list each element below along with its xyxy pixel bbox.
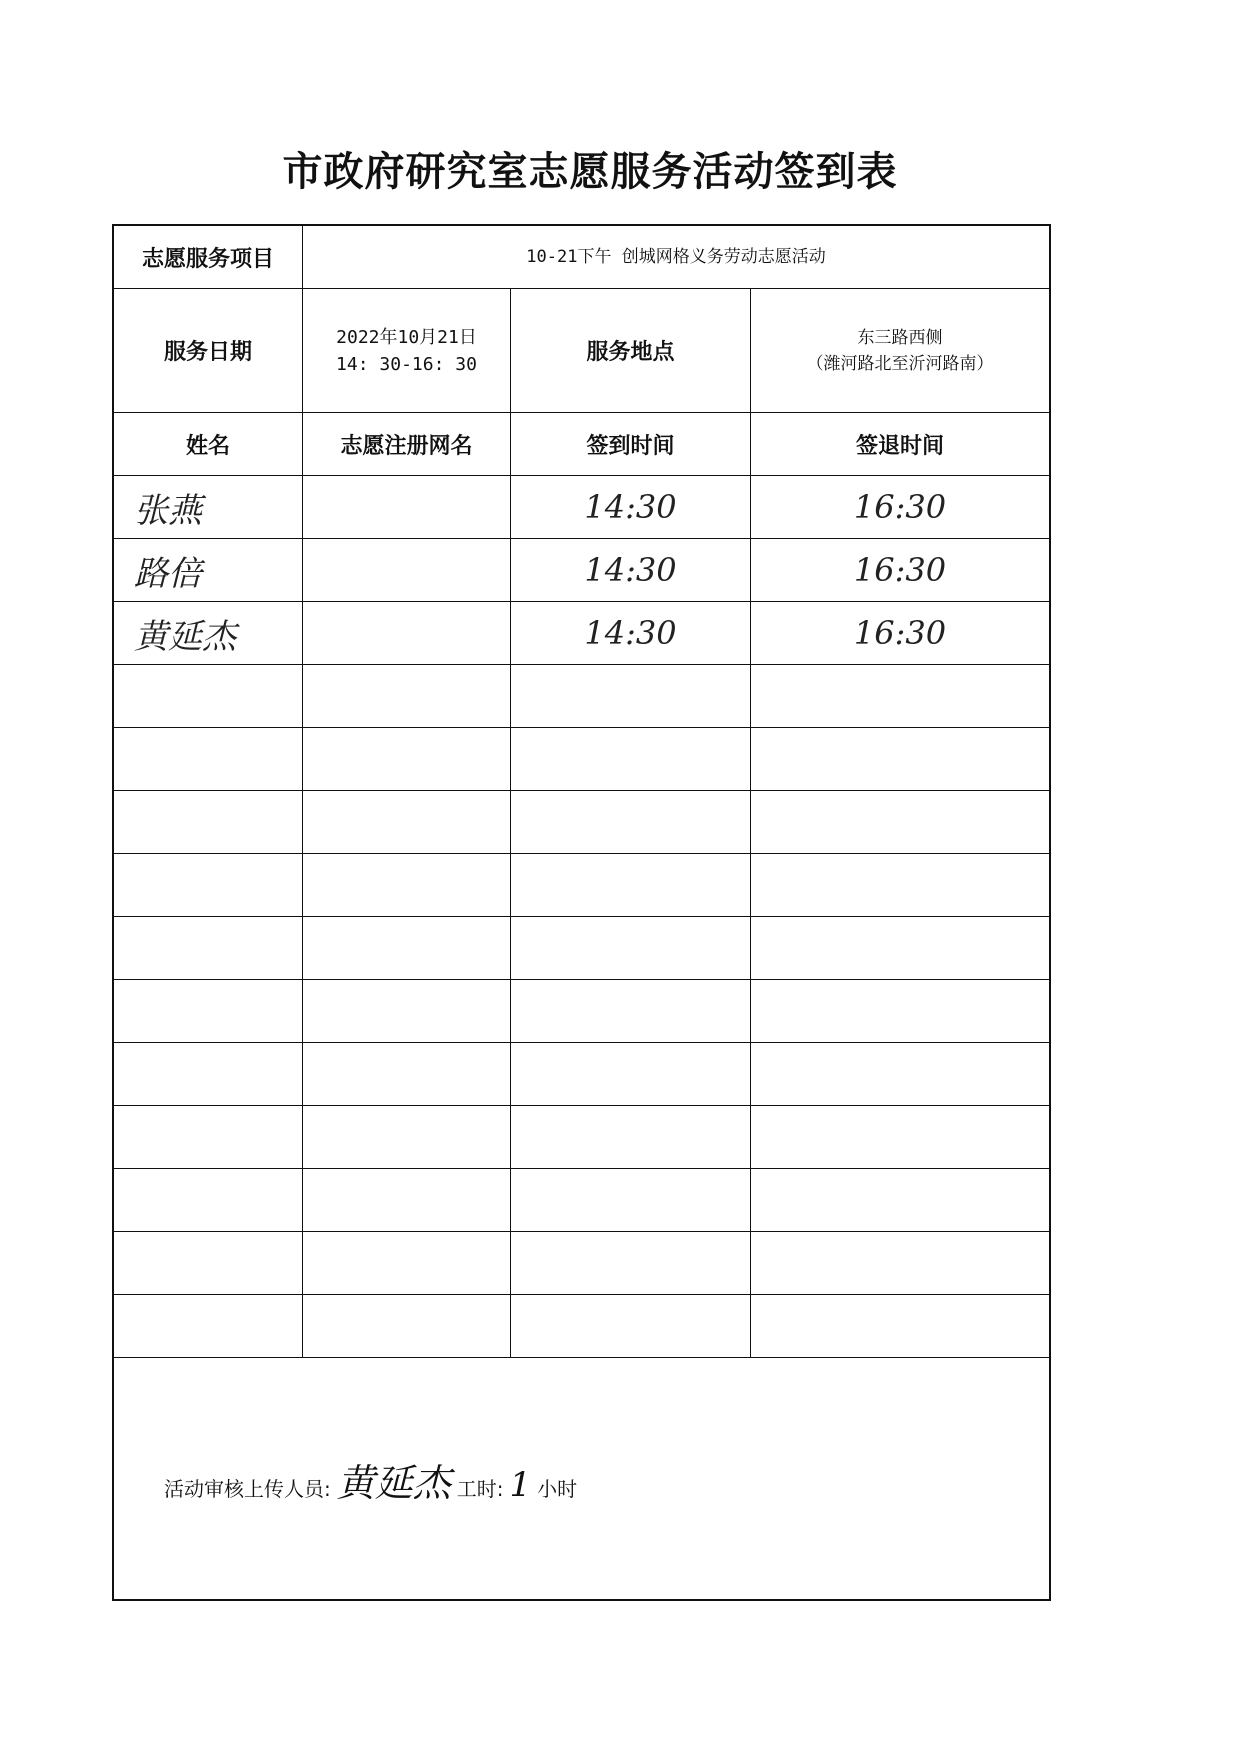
row-sign-out: 16:30 bbox=[751, 476, 1049, 539]
service-location-line1: 东三路西侧 bbox=[857, 327, 943, 348]
service-date-line1: 2022年10月21日 bbox=[336, 326, 477, 348]
empty-table-cell bbox=[114, 1169, 303, 1232]
empty-table-cell bbox=[114, 917, 303, 980]
empty-table-cell bbox=[751, 1232, 1049, 1295]
service-location-label: 服务地点 bbox=[511, 289, 751, 413]
empty-table-cell bbox=[114, 1106, 303, 1169]
empty-table-cell bbox=[511, 1043, 751, 1106]
empty-table-cell bbox=[511, 1106, 751, 1169]
row-name: 黄延杰 bbox=[114, 602, 303, 665]
row-sign-in: 14:30 bbox=[511, 476, 751, 539]
hours-label: 工时: bbox=[456, 1477, 504, 1501]
empty-table-cell bbox=[511, 1295, 751, 1358]
project-label: 志愿服务项目 bbox=[114, 226, 303, 289]
empty-table-cell bbox=[751, 1295, 1049, 1358]
empty-table-cell bbox=[114, 1295, 303, 1358]
empty-table-cell bbox=[114, 791, 303, 854]
row-sign-in: 14:30 bbox=[511, 602, 751, 665]
empty-table-cell bbox=[114, 980, 303, 1043]
empty-table-cell bbox=[511, 791, 751, 854]
row-name: 张燕 bbox=[114, 476, 303, 539]
empty-table-cell bbox=[303, 980, 511, 1043]
empty-table-cell bbox=[511, 728, 751, 791]
page-title: 市政府研究室志愿服务活动签到表 bbox=[282, 148, 898, 195]
sign-in-sheet bbox=[112, 224, 1051, 1601]
empty-table-cell bbox=[303, 1232, 511, 1295]
footer-box bbox=[114, 1352, 1049, 1601]
empty-table-cell bbox=[303, 791, 511, 854]
empty-table-cell bbox=[303, 1043, 511, 1106]
empty-table-cell bbox=[751, 665, 1049, 728]
row-username bbox=[303, 602, 511, 665]
empty-table-cell bbox=[511, 1232, 751, 1295]
empty-table-cell bbox=[511, 665, 751, 728]
empty-table-cell bbox=[303, 728, 511, 791]
empty-table-cell bbox=[303, 1106, 511, 1169]
empty-table-cell bbox=[511, 980, 751, 1043]
empty-table-cell bbox=[751, 728, 1049, 791]
empty-table-cell bbox=[114, 728, 303, 791]
empty-table-cell bbox=[751, 917, 1049, 980]
empty-table-cell bbox=[751, 854, 1049, 917]
project-value: 10-21下午 创城网格义务劳动志愿活动 bbox=[303, 226, 1049, 289]
footer-line bbox=[164, 1452, 577, 1507]
empty-table-cell bbox=[303, 917, 511, 980]
empty-table-cell bbox=[303, 854, 511, 917]
service-location-line2: （潍河路北至沂河路南） bbox=[806, 353, 994, 374]
row-sign-in: 14:30 bbox=[511, 539, 751, 602]
column-header-sign-in: 签到时间 bbox=[511, 413, 751, 476]
empty-table-cell bbox=[751, 791, 1049, 854]
row-username bbox=[303, 476, 511, 539]
empty-table-cell bbox=[114, 1232, 303, 1295]
empty-table-cell bbox=[303, 665, 511, 728]
empty-table-cell bbox=[511, 1169, 751, 1232]
service-date-value bbox=[303, 289, 511, 413]
empty-table-cell bbox=[303, 1295, 511, 1358]
empty-table-cell bbox=[114, 1043, 303, 1106]
empty-table-cell bbox=[751, 1043, 1049, 1106]
empty-table-cell bbox=[511, 854, 751, 917]
row-username bbox=[303, 539, 511, 602]
column-header-name: 姓名 bbox=[114, 413, 303, 476]
empty-table-cell bbox=[303, 1169, 511, 1232]
column-header-username: 志愿注册网名 bbox=[303, 413, 511, 476]
service-date-label: 服务日期 bbox=[114, 289, 303, 413]
empty-table-cell bbox=[751, 1106, 1049, 1169]
reviewer-label: 活动审核上传人员: bbox=[164, 1477, 331, 1501]
empty-table-cell bbox=[114, 665, 303, 728]
service-location-value bbox=[751, 289, 1049, 413]
reviewer-signature: 黄延杰 bbox=[336, 1461, 451, 1505]
empty-table-cell bbox=[751, 1169, 1049, 1232]
service-date-line2: 14: 30-16: 30 bbox=[336, 353, 477, 375]
row-sign-out: 16:30 bbox=[751, 539, 1049, 602]
empty-table-cell bbox=[511, 917, 751, 980]
hours-value: 1 bbox=[509, 1465, 532, 1505]
hours-unit: 小时 bbox=[537, 1477, 578, 1501]
column-header-sign-out: 签退时间 bbox=[751, 413, 1049, 476]
row-sign-out: 16:30 bbox=[751, 602, 1049, 665]
empty-table-cell bbox=[114, 854, 303, 917]
row-name: 路倍 bbox=[114, 539, 303, 602]
empty-table-cell bbox=[751, 980, 1049, 1043]
